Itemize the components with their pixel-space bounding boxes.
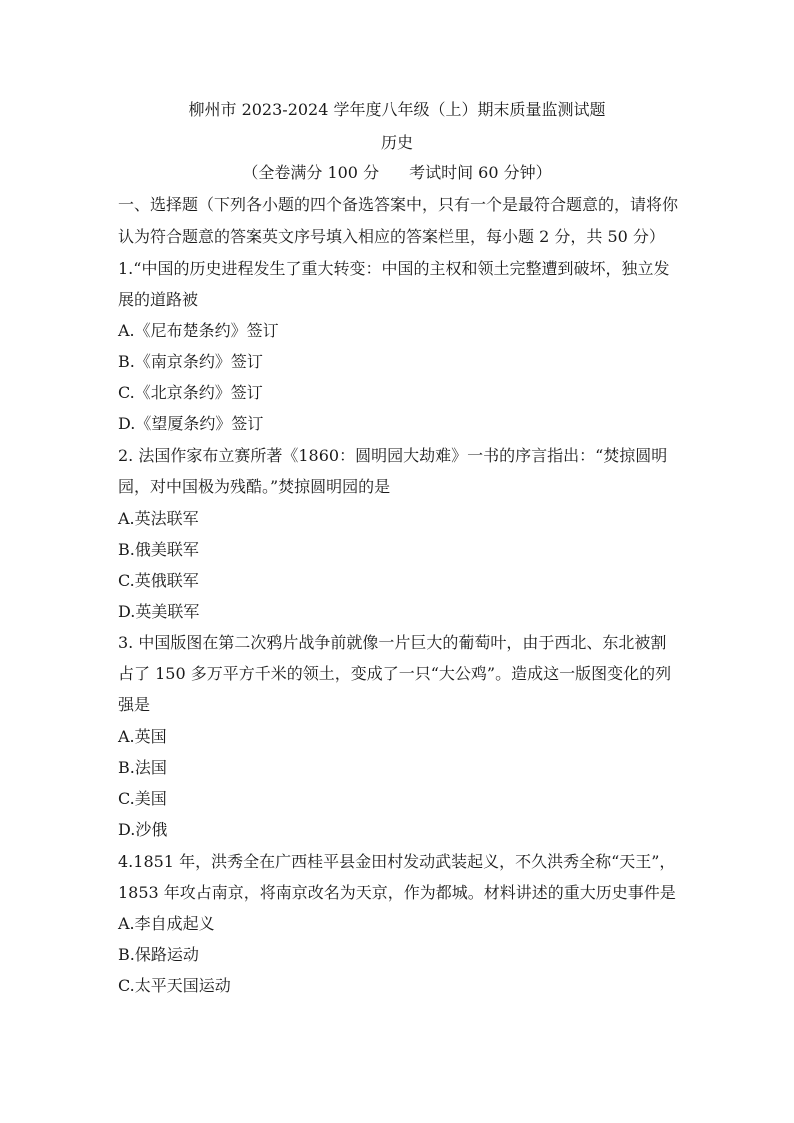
subject-title: 历史 xyxy=(380,133,413,152)
question-2-option-a: A.英法联军 xyxy=(118,509,199,528)
question-1-option-d: D.《望厦条约》签订 xyxy=(118,414,264,433)
question-3-option-a: A.英国 xyxy=(118,727,167,746)
question-2-stem-line-2: 园，对中国极为残酷。”焚掠圆明园的是 xyxy=(118,477,391,496)
question-1-stem-line-2: 展的道路被 xyxy=(118,290,199,309)
question-3-stem-line-1: 3. 中国版图在第二次鸦片战争前就像一片巨大的葡萄叶，由于西北、东北被割 xyxy=(118,633,667,652)
exam-info xyxy=(0,163,794,183)
section-instruction-line-1: 一、选择题（下列各小题的四个备选答案中，只有一个是最符合题意的，请将你 xyxy=(118,195,679,214)
question-2-option-d: D.英美联军 xyxy=(118,602,200,621)
question-1-option-a: A.《尼布楚条约》签订 xyxy=(118,321,279,340)
question-2-option-c: C.英俄联军 xyxy=(118,571,199,590)
question-4-stem-line-1: 4.1851 年，洪秀全在广西桂平县金田村发动武装起义，不久洪秀全称“天王”， xyxy=(118,852,676,871)
question-1-option-b: B.《南京条约》签订 xyxy=(118,352,263,371)
question-4-option-c: C.太平天国运动 xyxy=(118,976,231,995)
question-1-stem-line-1: 1.“中国的历史进程发生了重大转变：中国的主权和领土完整遭到破坏，独立发 xyxy=(118,259,670,278)
question-2-stem-line-1: 2. 法国作家布立赛所著《1860：圆明园大劫难》一书的序言指出：“焚掠圆明 xyxy=(118,446,668,465)
section-instruction-line-2: 认为符合题意的答案英文序号填入相应的答案栏里，每小题 2 分，共 50 分） xyxy=(118,227,665,246)
exam-title: 柳州市 2023-2024 学年度八年级（上）期末质量监测试题 xyxy=(188,100,606,119)
question-4-option-b: B.保路运动 xyxy=(118,945,199,964)
time-info: 考试时间 60 分钟） xyxy=(409,163,552,182)
question-3-option-d: D.沙俄 xyxy=(118,820,168,839)
question-4-stem-line-2: 1853 年攻占南京，将南京改名为天京，作为都城。材料讲述的重大历史事件是 xyxy=(118,883,676,902)
question-3-stem-line-2: 占了 150 多万平方千米的领土，变成了一只“大公鸡”。造成这一版图变化的列 xyxy=(118,664,672,683)
question-3-option-b: B.法国 xyxy=(118,758,167,777)
question-3-stem-line-3: 强是 xyxy=(118,695,151,714)
question-4-option-a: A.李自成起义 xyxy=(118,914,215,933)
full-score-info: （全卷满分 100 分 xyxy=(242,163,380,182)
question-3-option-c: C.美国 xyxy=(118,789,167,808)
question-2-option-b: B.俄美联军 xyxy=(118,540,199,559)
question-1-option-c: C.《北京条约》签订 xyxy=(118,383,263,402)
